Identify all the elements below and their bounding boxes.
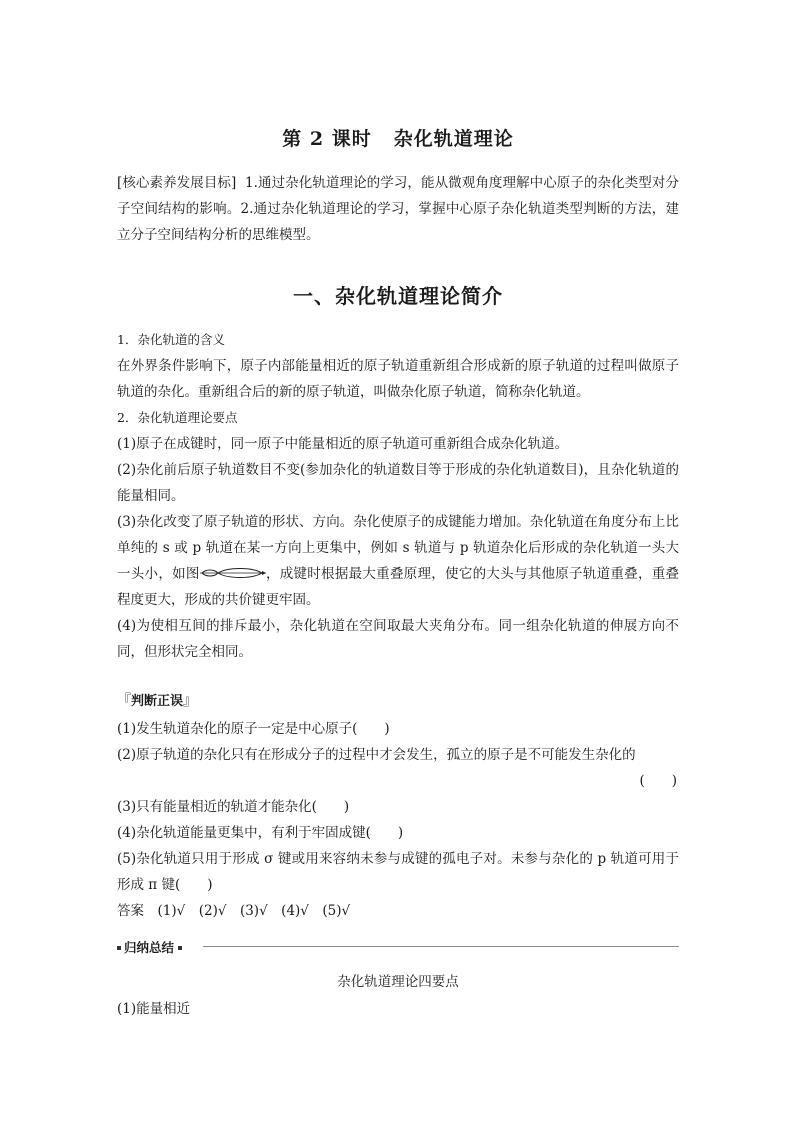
lesson-title — [117, 124, 679, 151]
judge-q3: (3)只有能量相近的轨道才能杂化( ) — [117, 799, 350, 815]
judge-heading: 『判断正误』 — [117, 693, 198, 709]
point2-item3 — [117, 509, 679, 613]
judge-q2-paren-row — [117, 768, 679, 794]
judge-q4: (4)杂化轨道能量更集中，有利于牢固成键( ) — [117, 825, 404, 841]
core-goals — [117, 170, 679, 248]
goals-label: [核心素养发展目标] — [117, 175, 237, 191]
point2-item4: (4)为使相互间的排斥最小，杂化轨道在空间取最大夹角分布。同一组杂化轨道的伸展方向不同，但形状完全相同。 — [117, 618, 679, 660]
judge-q2-paren: ( ) — [639, 773, 677, 789]
point2-item1: (1)原子在成键时，同一原子中能量相近的原子轨道可重新组合成杂化轨道。 — [117, 436, 569, 452]
judge-q1: (1)发生轨道杂化的原子一定是中心原子( ) — [117, 721, 390, 737]
lesson-topic: 杂化轨道理论 — [393, 128, 514, 150]
point1-text: 在外界条件影响下，原子内部能量相近的原子轨道重新组合形成新的原子轨道的过程叫做原子轨道的杂化。重新组合后的新的原子轨道，叫做杂化原子轨道，简称杂化轨道。 — [117, 358, 679, 400]
section-title: 一、杂化轨道理论简介 — [293, 284, 503, 308]
lesson-number: 第 2 课时 — [282, 128, 372, 150]
hybrid-orbital-diagram — [200, 562, 266, 574]
summary-label: 归纳总结 — [117, 938, 189, 956]
goals-text: 1.通过杂化轨道理论的学习，能从微观角度理解中心原子的杂化类型对分子空间结构的影响。2.通过杂化轨道理论的学习，掌握中心原子杂化轨道类型判断的方法，建立分子空间结构分析的思维模型。 — [117, 175, 679, 243]
summary-heading: 杂化轨道理论四要点 — [337, 974, 459, 990]
judge-answer: 答案 (1)√ (2)√ (3)√ (4)√ (5)√ — [117, 903, 351, 919]
judge-q5: (5)杂化轨道只用于形成 σ 键或用来容纳未参与成键的孤电子对。未参与杂化的 p 轨道可用于形成 π 键( ) — [117, 851, 679, 893]
judge-q2: (2)原子轨道的杂化只有在形成分子的过程中才会发生，孤立的原子是不可能发生杂化的 — [117, 747, 636, 763]
point1 — [117, 327, 679, 665]
summary-divider — [203, 946, 679, 947]
summary-item1: (1)能量相近 — [117, 1001, 191, 1017]
point1-heading: 1．杂化轨道的含义 — [117, 332, 225, 347]
point2-item3-part-b: ，成键时根据最大重叠原理，使它的大头与其他原子轨道重叠，重叠程度更大，形成的共价键更牢固。 — [117, 566, 680, 608]
point2-item3-part-a: (3)杂化改变了原子轨道的形状、方向。杂化使原子的成键能力增加。杂化轨道在角度分布上比单纯的 s 或 p 轨道在某一方向上更集中，例如 s 轨道与 p 轨道杂化后形成的杂化轨道一头大一头小，如图 — [117, 514, 679, 582]
judge-questions — [117, 716, 679, 924]
summary-bar — [117, 938, 679, 956]
point2-item2: (2)杂化前后原子轨道数目不变(参加杂化的轨道数目等于形成的杂化轨道数目)，且杂化轨道的能量相同。 — [117, 462, 679, 504]
point2-heading: 2．杂化轨道理论要点 — [117, 410, 238, 425]
